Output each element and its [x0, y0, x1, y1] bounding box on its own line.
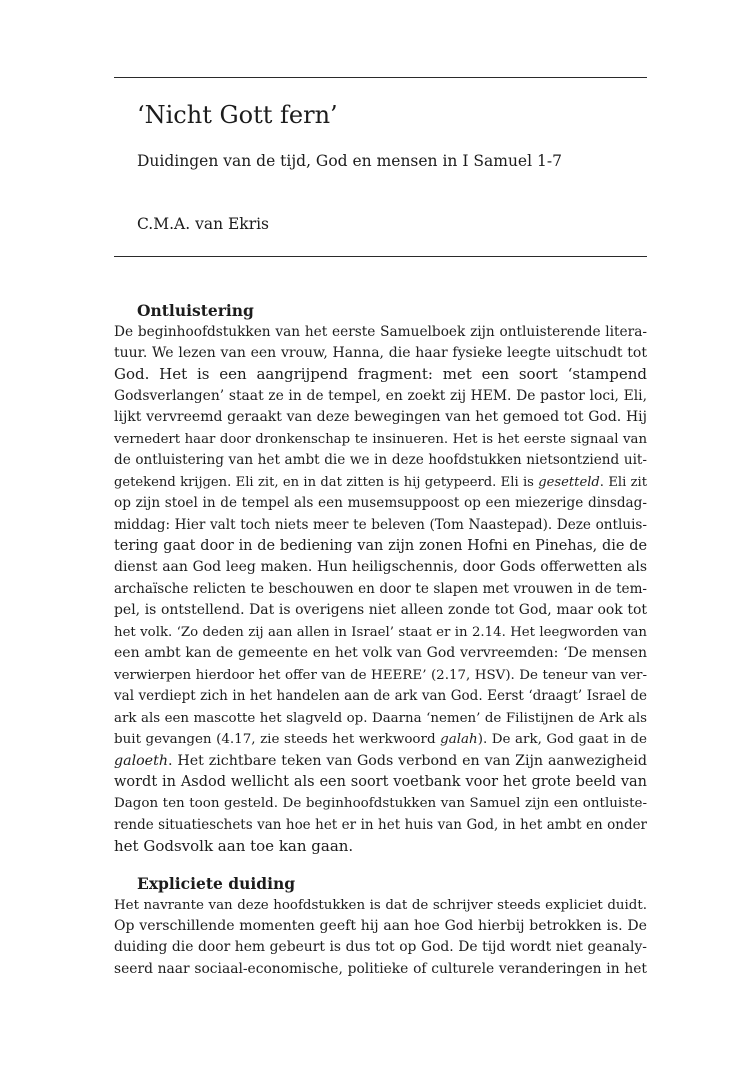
section-ontluistering: [114, 300, 647, 858]
text-line: archaïsche relicten te beschouwen en door te slapen met vrouwen in de tem-: [114, 580, 647, 597]
section-expliciete-duiding: [114, 873, 647, 980]
text-line: rende situatieschets van hoe het er in het huis van God, in het ambt en onder: [114, 816, 647, 833]
text-line: Het navrante van deze hoofdstukken is dat de schrijver steeds expliciet duidt.: [114, 897, 647, 913]
text-line: op zijn stoel in de tempel als een musemsuppoost op een miezerige dinsdag-: [114, 495, 647, 512]
text-run: ). De ark, God gaat in de: [477, 732, 647, 748]
text-line: Op verschillende momenten geeft hij aan hoe God hierbij betrokken is. De: [114, 917, 647, 934]
text-line: het Godsvolk aan toe kan gaan.: [114, 837, 354, 856]
article-subtitle: Duidingen van de tijd, God en mensen in I Samuel 1-7: [137, 152, 562, 170]
italic-term: gesetteld: [538, 474, 600, 490]
top-rule: [114, 77, 647, 78]
text-line: Godsverlangen’ staat ze in de tempel, en zoekt zij HEM. De pastor loci, Eli,: [114, 387, 647, 404]
text-line: seerd naar sociaal-economische, politieke of culturele veranderingen in het: [114, 960, 647, 977]
text-line: [114, 751, 647, 772]
italic-term: galoeth: [114, 752, 168, 769]
text-line: vernedert haar door dronkenschap te insinueren. Het is het eerste signaal van: [114, 431, 647, 447]
article-title: ‘Nicht Gott fern’: [137, 101, 338, 129]
text-run: . Eli zit: [599, 474, 647, 490]
text-run: . Het zichtbare teken van Gods verbond en van Zijn aanwezigheid: [167, 752, 647, 769]
text-line: [114, 472, 647, 493]
text-line: pel, is ontstellend. Dat is overigens niet alleen zonde tot God, maar ook tot: [114, 602, 647, 619]
text-line: middag: Hier valt toch niets meer te beleven (Tom Naastepad). Deze ontluis-: [114, 516, 647, 533]
text-line: De beginhoofdstukken van het eerste Samuelboek zijn ontluisterende litera-: [114, 323, 647, 340]
section-paragraph: [114, 322, 647, 858]
italic-term: galah: [440, 732, 478, 748]
text-line: een ambt kan de gemeente en het volk van God vervreemden: ‘De mensen: [114, 645, 647, 662]
text-line: verwierpen hierdoor het offer van de HEERE’ (2.17, HSV). De teneur van ver-: [114, 667, 647, 683]
text-line: het volk. ‘Zo deden zij aan allen in Israel’ staat er in 2.14. Het leegworden van: [114, 624, 647, 640]
text-run: getekend krijgen. Eli zit, en in dat zitten is hij getypeerd. Eli is: [114, 474, 539, 490]
text-line: tuur. We lezen van een vrouw, Hanna, die haar fysieke leegte uitschudt tot: [114, 344, 647, 361]
text-line: dienst aan God leeg maken. Hun heiligschennis, door Gods offerwetten als: [114, 559, 647, 576]
article-author: C.M.A. van Ekris: [137, 215, 270, 233]
section-heading: Expliciete duiding: [137, 874, 296, 893]
section-paragraph: [114, 895, 647, 981]
text-line: ark als een mascotte het slagveld op. Daarna ‘nemen’ de Filistijnen de Ark als: [114, 710, 647, 726]
text-line: de ontluistering van het ambt die we in deze hoofdstukken nietsontziend uit-: [114, 452, 647, 469]
text-run: buit gevangen (4.17, zie steeds het werkwoord: [114, 732, 441, 748]
text-line: duiding die door hem gebeurt is dus tot op God. De tijd wordt niet geanaly-: [114, 939, 647, 956]
text-line: lijkt vervreemd geraakt van deze bewegingen van het gemoed tot God. Hij: [114, 409, 647, 426]
text-line: val verdiept zich in het handelen aan de ark van God. Eerst ‘draagt’ Israel de: [114, 688, 647, 705]
section-heading: Ontluistering: [137, 301, 254, 320]
text-line: wordt in Asdod wellicht als een soort voetbank voor het grote beeld van: [114, 774, 647, 791]
bottom-rule: [114, 256, 647, 257]
text-line: Dagon ten toon gesteld. De beginhoofdstukken van Samuel zijn een ontluiste-: [114, 796, 647, 812]
text-line: God. Het is een aangrijpend fragment: met een soort ‘stampend: [114, 365, 647, 384]
text-line: tering gaat door in de bediening van zijn zonen Hofni en Pinehas, die de: [114, 538, 647, 555]
text-line: [114, 729, 647, 750]
